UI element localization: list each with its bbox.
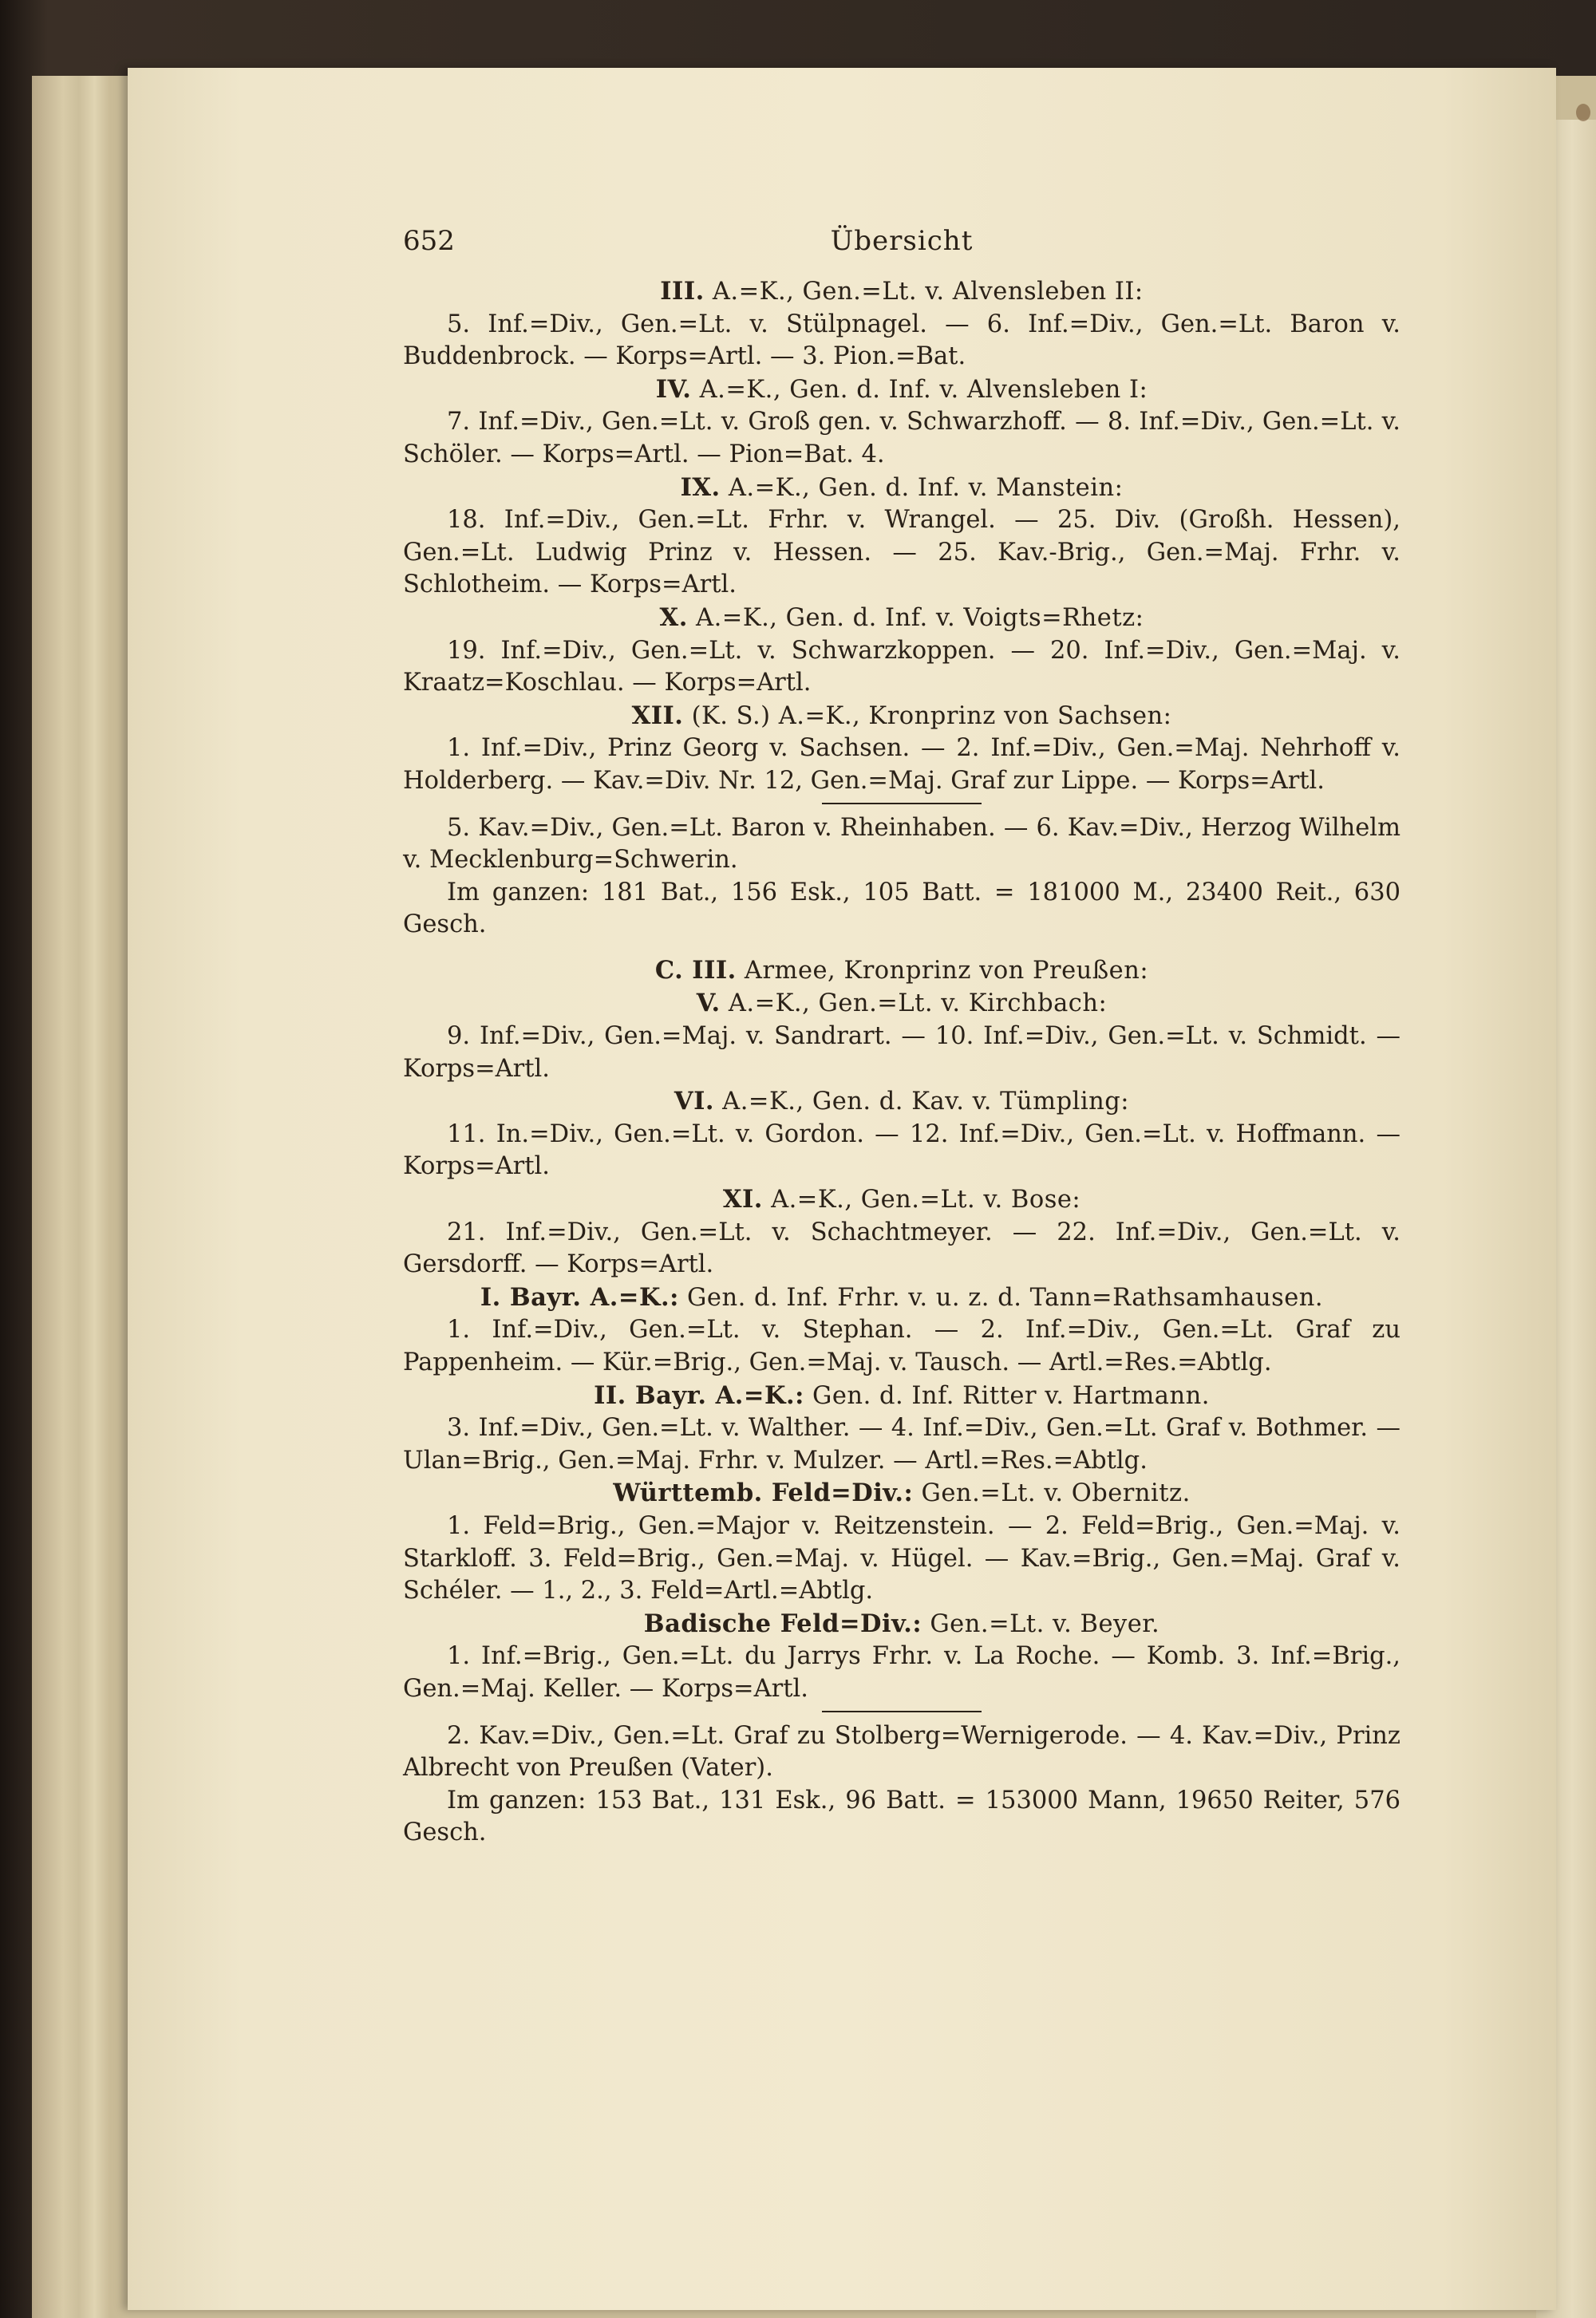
section-heading	[403, 1085, 1400, 1119]
heading-designation: I. Bayr. A.=K.:	[480, 1282, 679, 1312]
paragraph: 7. Inf.=Div., Gen.=Lt. v. Groß gen. v. Schwarzhoff. — 8. Inf.=Div., Gen.=Lt. v. Schöler. — Korps=Artl. — Pion=Bat. 4.	[403, 408, 1400, 468]
heading-text: Armee, Kronprinz von Preußen:	[736, 956, 1149, 985]
heading-text: A.=K., Gen. d. Inf. v. Voigts=Rhetz:	[687, 603, 1144, 632]
heading-text: A.=K., Gen.=Lt. v. Bose:	[762, 1186, 1081, 1214]
paragraph: 19. Inf.=Div., Gen.=Lt. v. Schwarzkoppen. — 20. Inf.=Div., Gen.=Maj. v. Kraatz=Koschlau. — Korps=Artl.	[403, 636, 1400, 697]
heading-text: Gen.=Lt. v. Obernitz.	[913, 1479, 1191, 1508]
section-heading	[403, 1477, 1400, 1510]
paragraph: 5. Kav.=Div., Gen.=Lt. Baron v. Rheinhaben. — 6. Kav.=Div., Herzog Wilhelm v. Mecklenburg=Schwerin.	[403, 813, 1400, 875]
spacer	[403, 942, 1400, 954]
heading-designation: X.	[659, 602, 688, 632]
section-heading	[403, 1281, 1400, 1315]
paragraph: 9. Inf.=Div., Gen.=Maj. v. Sandrart. — 10. Inf.=Div., Gen.=Lt. v. Schmidt. — Korps=Artl.	[403, 1022, 1400, 1083]
section-heading	[403, 1183, 1400, 1217]
page-number: 652	[403, 225, 455, 257]
heading-designation: V.	[696, 989, 721, 1018]
heading-designation: C. III.	[654, 955, 737, 985]
heading-text: A.=K., Gen. d. Inf. v. Manstein:	[720, 473, 1124, 502]
section-heading	[403, 602, 1400, 635]
heading-text: A.=K., Gen. d. Inf. v. Alvensleben I:	[691, 375, 1148, 404]
heading-text: A.=K., Gen. d. Kav. v. Tümpling:	[713, 1088, 1130, 1116]
heading-designation: XII.	[631, 701, 684, 730]
running-head: Übersicht	[830, 225, 974, 257]
section-heading	[403, 987, 1400, 1021]
paragraph: 21. Inf.=Div., Gen.=Lt. v. Schachtmeyer. — 22. Inf.=Div., Gen.=Lt. v. Gersdorff. — Korps=Artl.	[403, 1218, 1400, 1279]
page-body	[403, 275, 1400, 1850]
paragraph: Im ganzen: 153 Bat., 131 Esk., 96 Batt. = 153000 Mann, 19650 Reiter, 576 Gesch.	[403, 1786, 1400, 1847]
heading-designation: IV.	[655, 374, 692, 404]
section-heading	[403, 373, 1400, 407]
heading-designation: IX.	[680, 472, 721, 502]
section-heading	[403, 275, 1400, 309]
heading-designation: Württemb. Feld=Div.:	[613, 1479, 914, 1508]
section-heading	[403, 700, 1400, 733]
section-heading	[403, 472, 1400, 505]
paragraph: 3. Inf.=Div., Gen.=Lt. v. Walther. — 4. Inf.=Div., Gen.=Lt. Graf v. Bothmer. — Ulan=Brig., Gen.=Maj. Frhr. v. Mulzer. — Artl.=Res.=Abtlg.	[403, 1414, 1400, 1475]
section-divider	[822, 803, 982, 804]
section-heading	[403, 1380, 1400, 1413]
paragraph: 18. Inf.=Div., Gen.=Lt. Frhr. v. Wrangel. — 25. Div. (Großh. Hessen), Gen.=Lt. Ludwig Prinz v. Hessen. — 25. Kav.-Brig., Gen.=Maj. Frhr. v. Schlotheim. — Korps=Artl.	[403, 506, 1400, 599]
page-header	[403, 225, 1400, 265]
section-heading	[403, 954, 1400, 988]
heading-designation: VI.	[674, 1087, 714, 1116]
paragraph: 1. Inf.=Brig., Gen.=Lt. du Jarrys Frhr. v. La Roche. — Komb. 3. Inf.=Brig., Gen.=Maj. Keller. — Korps=Artl.	[403, 1642, 1400, 1703]
heading-designation: II. Bayr. A.=K.:	[594, 1380, 804, 1410]
heading-text: Gen.=Lt. v. Beyer.	[922, 1609, 1160, 1638]
paragraph: 11. In.=Div., Gen.=Lt. v. Gordon. — 12. Inf.=Div., Gen.=Lt. v. Hoffmann. — Korps=Artl.	[403, 1120, 1400, 1181]
paragraph: 1. Inf.=Div., Prinz Georg v. Sachsen. — 2. Inf.=Div., Gen.=Maj. Nehrhoff v. Holderberg. — Kav.=Div. Nr. 12, Gen.=Maj. Graf zur Lippe. — Korps=Artl.	[403, 734, 1400, 795]
paragraph: 1. Inf.=Div., Gen.=Lt. v. Stephan. — 2. Inf.=Div., Gen.=Lt. Graf zu Pappenheim. — Kür.=Brig., Gen.=Maj. v. Tausch. — Artl.=Res.=Abtlg.	[403, 1316, 1400, 1376]
heading-text: (K. S.) A.=K., Kronprinz von Sachsen:	[683, 701, 1172, 730]
heading-text: A.=K., Gen.=Lt. v. Alvensleben II:	[704, 278, 1144, 306]
paragraph: 1. Feld=Brig., Gen.=Major v. Reitzenstein. — 2. Feld=Brig., Gen.=Maj. v. Starkloff. 3. Feld=Brig., Gen.=Maj. v. Hügel. — Kav.=Brig., Gen.=Maj. Graf v. Schéler. — 1., 2., 3. Feld=Artl.=Abtlg.	[403, 1511, 1400, 1605]
paragraph: 2. Kav.=Div., Gen.=Lt. Graf zu Stolberg=Wernigerode. — 4. Kav.=Div., Prinz Albrecht von Preußen (Vater).	[403, 1721, 1400, 1783]
ink-stain	[1576, 104, 1590, 121]
heading-text: A.=K., Gen.=Lt. v. Kirchbach:	[720, 989, 1108, 1018]
heading-designation: III.	[660, 277, 705, 306]
paragraph: 5. Inf.=Div., Gen.=Lt. v. Stülpnagel. — 6. Inf.=Div., Gen.=Lt. Baron v. Buddenbrock. — Korps=Artl. — 3. Pion.=Bat.	[403, 310, 1400, 371]
heading-text: Gen. d. Inf. Ritter v. Hartmann.	[804, 1381, 1210, 1410]
section-heading	[403, 1608, 1400, 1641]
heading-designation: XI.	[722, 1185, 763, 1214]
heading-text: Gen. d. Inf. Frhr. v. u. z. d. Tann=Rathsamhausen.	[678, 1283, 1324, 1312]
section-divider	[822, 1711, 982, 1712]
paragraph: Im ganzen: 181 Bat., 156 Esk., 105 Batt. = 181000 M., 23400 Reit., 630 Gesch.	[403, 878, 1400, 939]
heading-designation: Badische Feld=Div.:	[643, 1609, 922, 1638]
